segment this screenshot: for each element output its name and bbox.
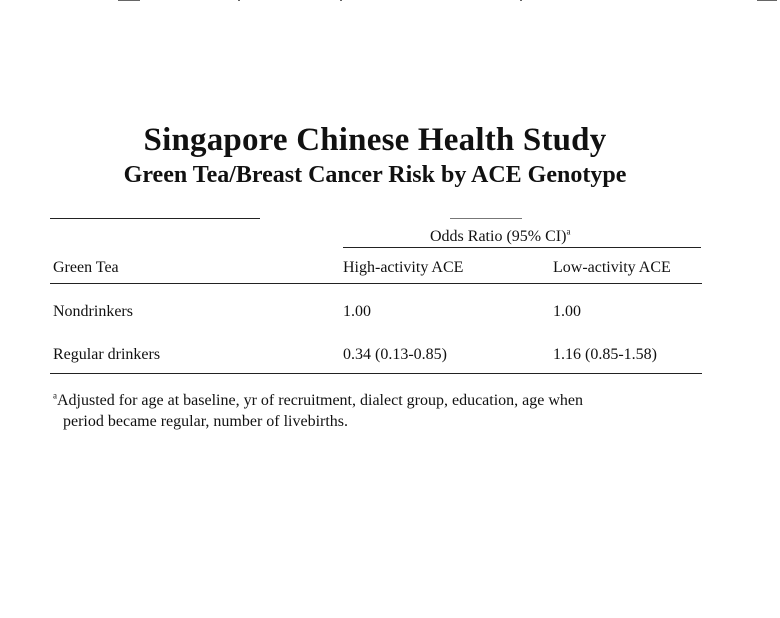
- spanning-header-marker: a: [566, 226, 571, 237]
- table-bottom-rule: [50, 373, 702, 374]
- footnote-line-1: Adjusted for age at baseline, yr of recruitment, dialect group, education, age when: [57, 392, 584, 409]
- table-cell-high: 1.00: [343, 303, 371, 320]
- table-top-rule-right: [450, 218, 522, 219]
- table-cell-low: 1.00: [553, 303, 581, 320]
- table-row-label: Nondrinkers: [53, 303, 133, 320]
- footnote: [53, 390, 703, 432]
- scan-artifact: [238, 0, 240, 1]
- footnote-line-2: period became regular, number of livebirths.: [63, 413, 349, 430]
- table-cell-low: 1.16 (0.85-1.58): [553, 346, 657, 363]
- slide-subtitle: Green Tea/Breast Cancer Risk by ACE Genotype: [123, 162, 627, 188]
- column-header-high-activity: High-activity ACE: [343, 259, 464, 276]
- scan-artifact: [757, 0, 777, 1]
- slide-title: Singapore Chinese Health Study: [143, 122, 607, 158]
- scan-artifact: [340, 0, 342, 1]
- column-header-low-activity: Low-activity ACE: [553, 259, 671, 276]
- table-top-rule-left: [50, 218, 260, 219]
- spanning-header: [430, 228, 570, 246]
- scan-artifact: [118, 0, 140, 1]
- spanning-header-text: Odds Ratio (95% CI): [430, 228, 567, 245]
- table-cell-high: 0.34 (0.13-0.85): [343, 346, 447, 363]
- header-bottom-rule: [50, 283, 702, 284]
- footnote-marker: a: [53, 390, 57, 401]
- spanning-header-rule: [343, 247, 701, 248]
- table-row-label: Regular drinkers: [53, 346, 161, 363]
- column-header-green-tea: Green Tea: [53, 259, 119, 276]
- scan-artifact: [520, 0, 522, 1]
